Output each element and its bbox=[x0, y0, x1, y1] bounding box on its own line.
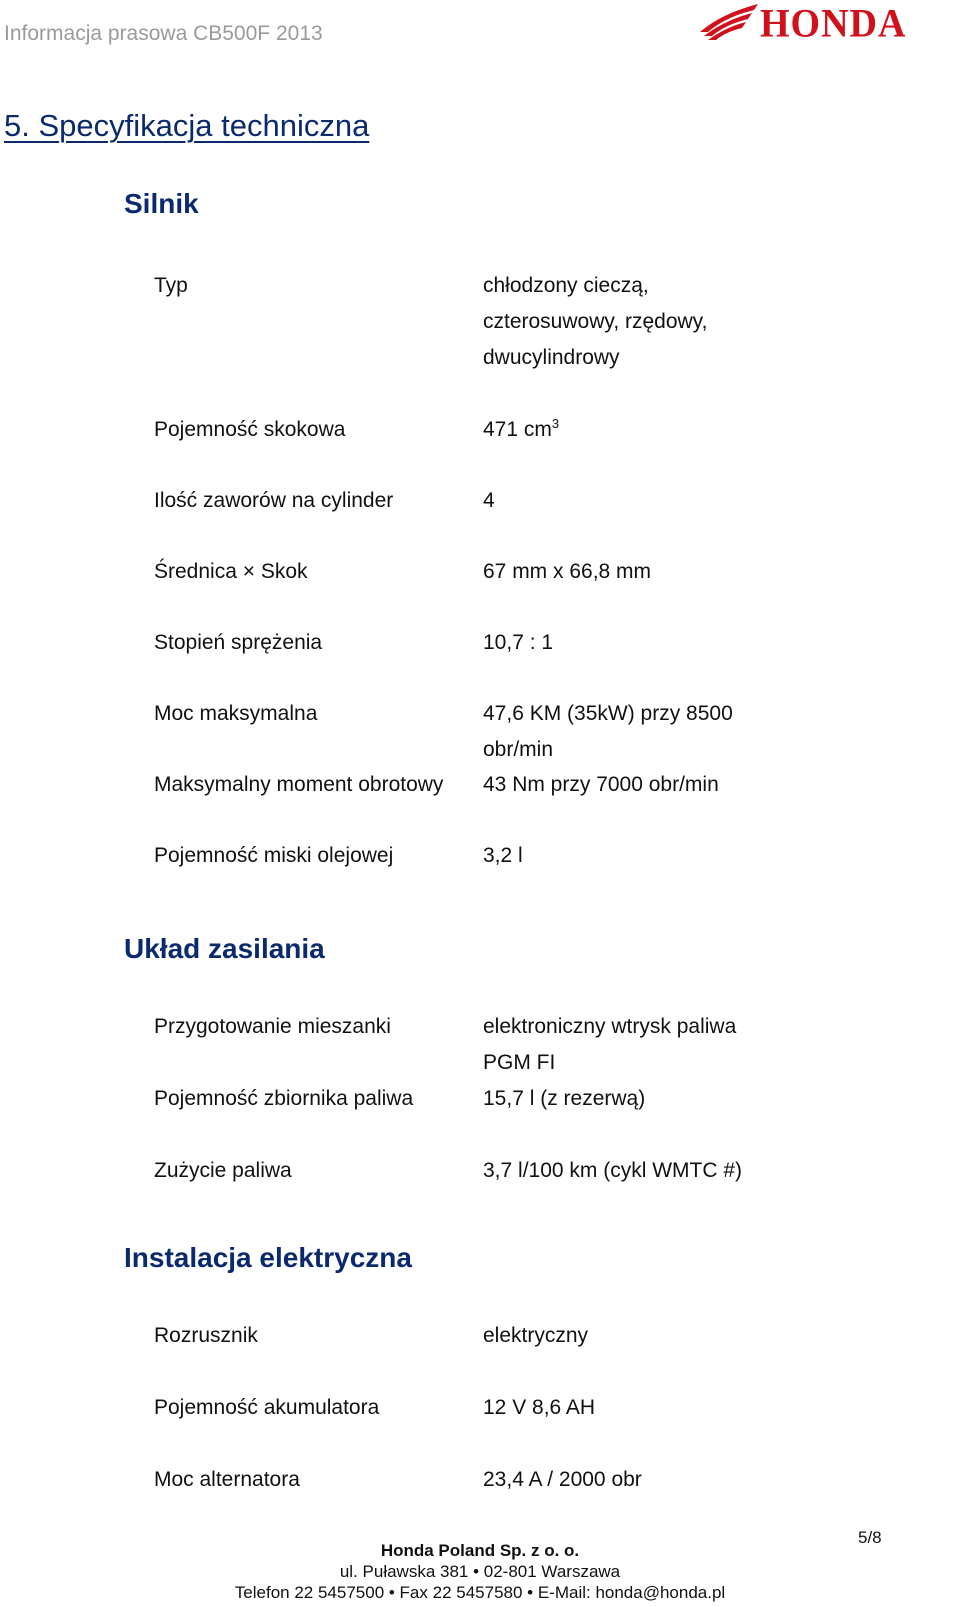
footer-contact: Telefon 22 5457500 • Fax 22 5457580 • E-Mail: honda@honda.pl bbox=[234, 1583, 726, 1602]
spec-value bbox=[483, 268, 923, 376]
spec-value: 23,4 A / 2000 obr bbox=[483, 1468, 642, 1491]
spec-value bbox=[483, 412, 923, 448]
page-title: 5. Specyfikacja techniczna bbox=[4, 108, 370, 143]
spec-value-line: czterosuwowy, rzędowy, bbox=[483, 310, 708, 333]
spec-label: Pojemność miski olejowej bbox=[154, 844, 394, 867]
spec-value-superscript: 3 bbox=[551, 416, 560, 431]
spec-label: Pojemność zbiornika paliwa bbox=[154, 1087, 414, 1110]
spec-label: Moc maksymalna bbox=[154, 702, 318, 725]
honda-logo bbox=[698, 2, 956, 48]
spec-label: Średnica × Skok bbox=[154, 560, 308, 583]
section-title-instalacja-elektryczna: Instalacja elektryczna bbox=[124, 1242, 412, 1273]
spec-value bbox=[483, 696, 923, 768]
spec-label: Stopień sprężenia bbox=[154, 631, 323, 654]
spec-value: 12 V 8,6 AH bbox=[483, 1396, 596, 1419]
spec-value: 43 Nm przy 7000 obr/min bbox=[483, 773, 719, 796]
footer-company: Honda Poland Sp. z o. o. bbox=[380, 1541, 580, 1560]
spec-value bbox=[483, 1009, 923, 1081]
spec-label: Pojemność akumulatora bbox=[154, 1396, 380, 1419]
spec-label: Ilość zaworów na cylinder bbox=[154, 489, 394, 512]
page-number: 5/8 bbox=[858, 1528, 882, 1547]
spec-value: elektryczny bbox=[483, 1324, 589, 1347]
spec-value-line: PGM FI bbox=[483, 1051, 556, 1074]
spec-label: Pojemność skokowa bbox=[154, 418, 346, 441]
document-header-title: Informacja prasowa CB500F 2013 bbox=[4, 22, 323, 45]
spec-value: 15,7 l (z rezerwą) bbox=[483, 1087, 646, 1110]
spec-value: 3,7 l/100 km (cykl WMTC #) bbox=[483, 1159, 743, 1182]
spec-value-line: elektroniczny wtrysk paliwa bbox=[483, 1015, 737, 1038]
spec-label: Zużycie paliwa bbox=[154, 1159, 292, 1182]
spec-label: Rozrusznik bbox=[154, 1324, 258, 1347]
spec-value-line: 47,6 KM (35kW) przy 8500 bbox=[483, 702, 733, 725]
spec-value-line: chłodzony cieczą, bbox=[483, 274, 649, 297]
spec-label: Przygotowanie mieszanki bbox=[154, 1015, 391, 1038]
spec-value: 4 bbox=[483, 489, 495, 512]
footer-address: ul. Puławska 381 • 02-801 Warszawa bbox=[339, 1562, 621, 1581]
honda-wing-icon bbox=[698, 2, 762, 42]
spec-value: 67 mm x 66,8 mm bbox=[483, 560, 652, 583]
spec-value: 10,7 : 1 bbox=[483, 631, 554, 654]
spec-value-line: obr/min bbox=[483, 738, 554, 761]
spec-value-line: dwucylindrowy bbox=[483, 346, 620, 369]
section-title-silnik: Silnik bbox=[124, 188, 199, 219]
spec-label: Typ bbox=[154, 274, 188, 297]
honda-logo-text: HONDA bbox=[760, 1, 907, 47]
spec-label: Maksymalny moment obrotowy bbox=[154, 773, 444, 796]
spec-value: 3,2 l bbox=[483, 844, 523, 867]
spec-value-text: 471 cm bbox=[483, 418, 552, 441]
section-title-uklad-zasilania: Układ zasilania bbox=[124, 933, 325, 964]
spec-label: Moc alternatora bbox=[154, 1468, 300, 1491]
